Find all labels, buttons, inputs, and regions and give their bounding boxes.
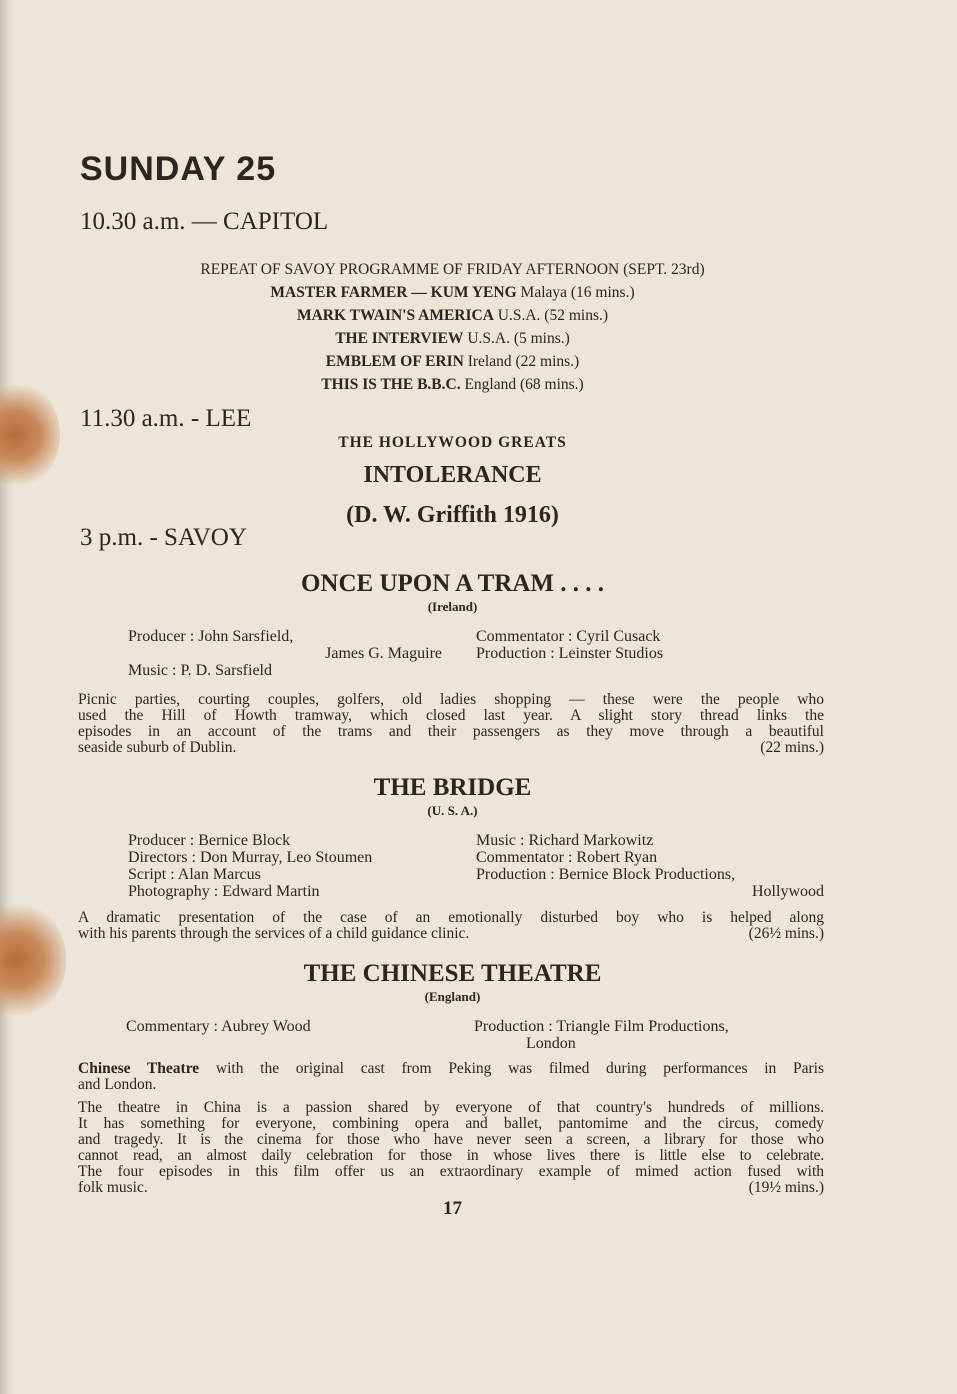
film-country-bridge: (U. S. A.) — [427, 803, 478, 818]
film-country-tram: (Ireland) — [427, 599, 478, 614]
film-title-bridge: THE BRIDGE — [373, 774, 532, 801]
film-title-tram: ONCE UPON A TRAM . . . . — [300, 570, 605, 597]
capitol-programme — [80, 258, 825, 396]
lee-film-credit: (D. W. Griffith 1916) — [346, 502, 559, 528]
chinese-description-1: Chinese Theatre with the original cast from Peking was filmed during performances in Paris and London. — [78, 1060, 825, 1093]
chinese-credits-right: Production : Triangle Film Productions, London — [474, 1018, 729, 1052]
bridge-description: A dramatic presentation of the case of an emotionally disturbed boy who is helped along with his parents through the services of a child guidance clinic. (26½ mins.) — [78, 909, 824, 942]
film-country-chinese: (England) — [424, 989, 481, 1004]
chinese-credits-left: Commentary : Aubrey Wood — [126, 1018, 311, 1035]
programme-item: THIS IS THE B.B.C. England (68 mins.) — [321, 376, 584, 393]
programme-item: EMBLEM OF ERIN Ireland (22 mins.) — [325, 353, 580, 370]
film-title-chinese: THE CHINESE THEATRE — [303, 960, 602, 987]
tram-credits-right: Commentator : Cyril Cusack Production : Leinster Studios — [476, 628, 664, 662]
page-number: 17 — [443, 1198, 462, 1219]
day-heading: SUNDAY 25 — [80, 150, 277, 188]
lee-series-title: THE HOLLYWOOD GREATS — [338, 434, 567, 451]
time-slot-lee: 11.30 a.m. - LEE — [80, 405, 252, 432]
tram-credits-left: Producer : John Sarsfield, James G. Maguire Music : P. D. Sarsfield — [128, 628, 442, 679]
bridge-credits-left: Producer : Bernice Block Directors : Don Murray, Leo Stoumen Script : Alan Marcus Photography : Edward Martin — [128, 832, 373, 900]
programme-item: MASTER FARMER — KUM YENG Malaya (16 mins.) — [270, 284, 635, 301]
page-binding-edge — [0, 0, 14, 1394]
tram-description: Picnic parties, courting couples, golfers, old ladies shopping — these were the people who used the Hill of Howth tramway, which closed last year. A slight story thread links the episodes in an account of the trams and their passengers as they move through a beautiful seaside suburb of Dublin. (22 mins.) — [78, 691, 824, 756]
duration: (26½ mins.) — [748, 925, 824, 942]
programme-item: MARK TWAIN'S AMERICA U.S.A. (52 mins.) — [296, 307, 609, 324]
lee-film-title: INTOLERANCE — [363, 462, 542, 488]
chinese-description-2: The theatre in China is a passion shared by everyone of that country's hundreds of millions. It has something for everyone, combining opera and ballet, pantomime and the circus, comedy and tragedy. It is the cinema for those who have never seen a screen, a library for those who cannot read, an almost daily celebration for those in whose lives there is little else to celebrate. The four episodes in this film offer us an extraordinary example of mimed action fused with folk music. (19½ mins.) — [78, 1099, 824, 1196]
repeat-note: REPEAT OF SAVOY PROGRAMME OF FRIDAY AFTERNOON (SEPT. 23rd) — [200, 261, 705, 278]
time-slot-capitol: 10.30 a.m. — CAPITOL — [80, 208, 329, 235]
duration: (19½ mins.) — [748, 1179, 824, 1196]
programme-item: THE INTERVIEW U.S.A. (5 mins.) — [335, 330, 570, 347]
time-slot-savoy: 3 p.m. - SAVOY — [80, 524, 247, 551]
bridge-credits-right: Music : Richard Markowitz Commentator : Robert Ryan Production : Bernice Block Productions, Hollywood — [476, 832, 824, 900]
stain-mark — [0, 380, 60, 490]
duration: (22 mins.) — [760, 739, 824, 756]
stain-mark — [0, 900, 66, 1020]
